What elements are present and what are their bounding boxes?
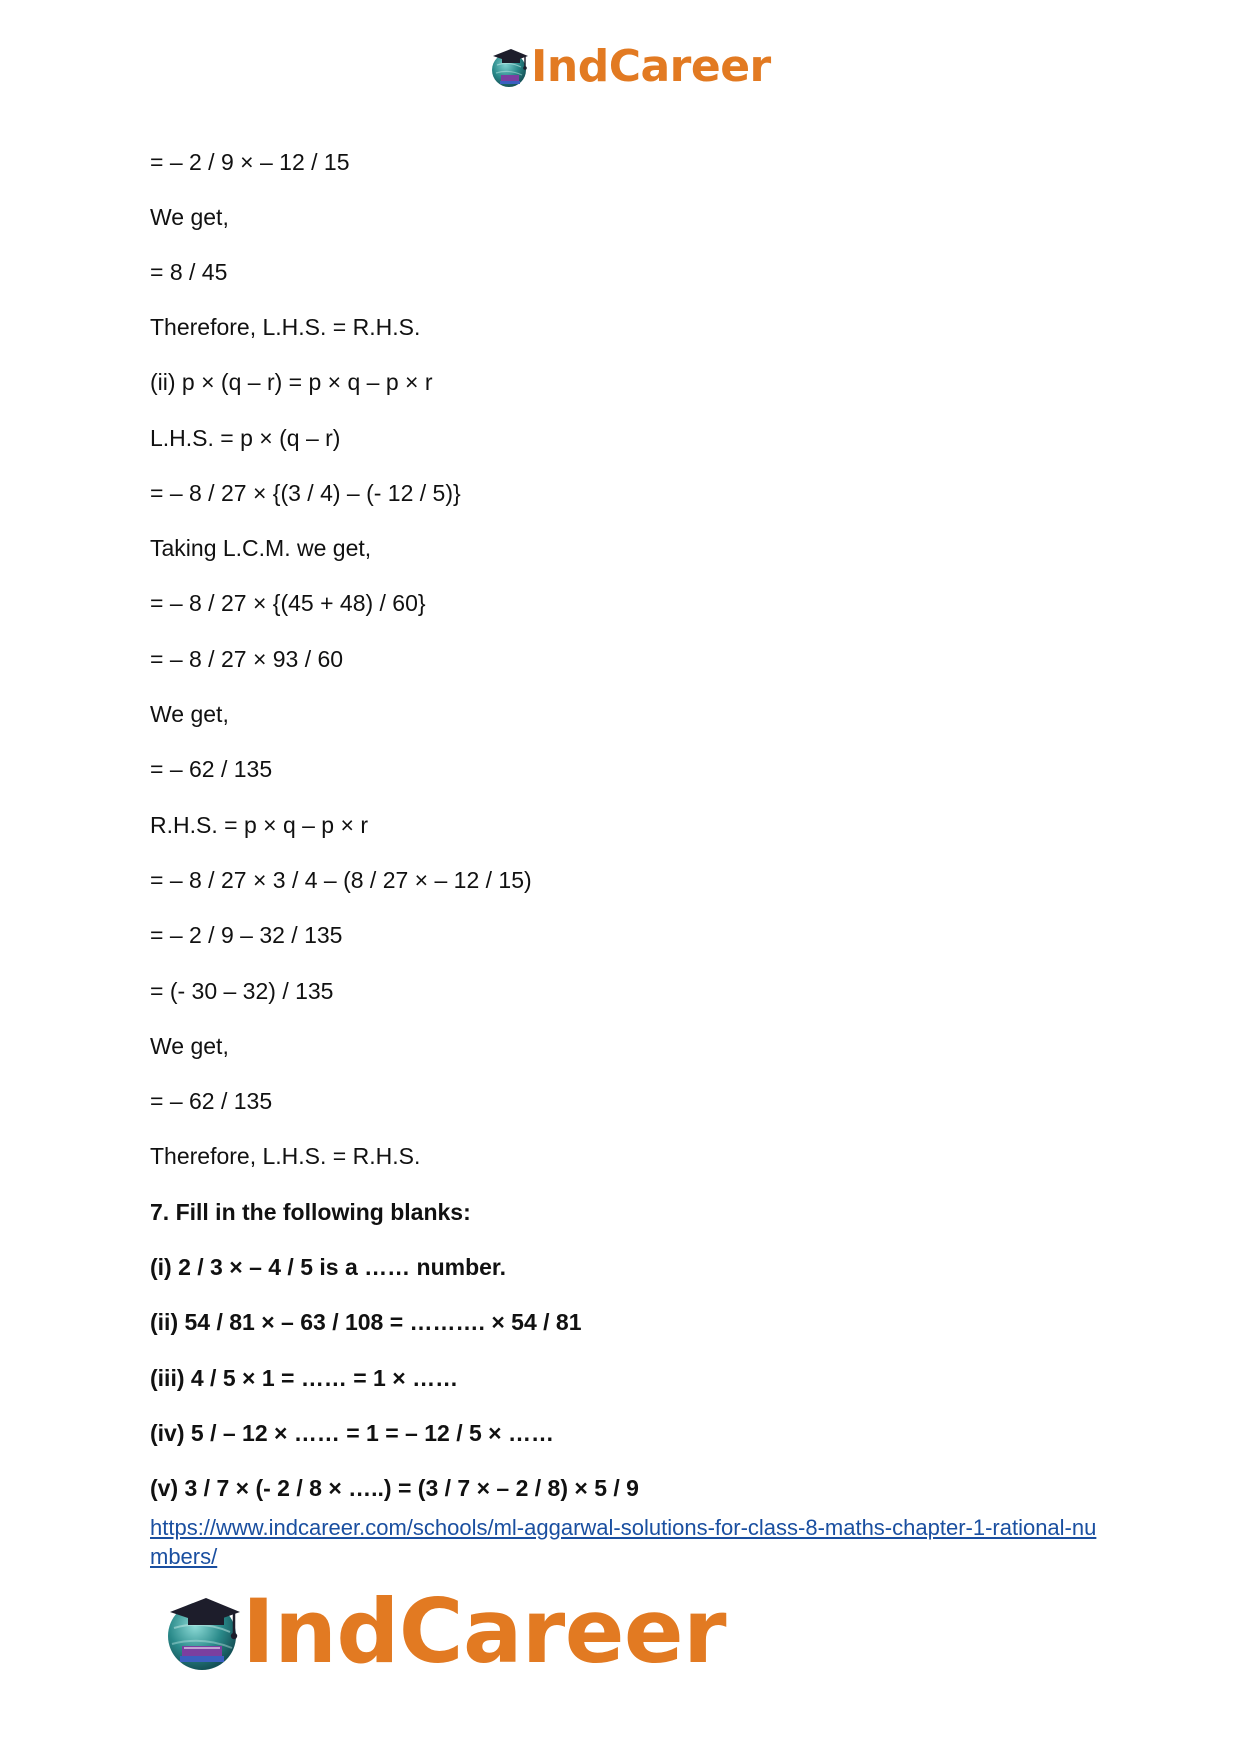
solution-line: Taking L.C.M. we get,: [150, 535, 372, 561]
header-logo: [487, 40, 771, 94]
solution-line: = – 2 / 9 × – 12 / 15: [150, 149, 350, 175]
graduation-cap-globe-icon: [487, 45, 531, 89]
question-item: (ii) 54 / 81 × – 63 / 108 = ………. × 54 / 81: [150, 1309, 582, 1335]
question-item: (i) 2 / 3 × – 4 / 5 is a …… number.: [150, 1254, 506, 1280]
question-item: (iii) 4 / 5 × 1 = …… = 1 × ……: [150, 1365, 459, 1391]
solution-line: = – 8 / 27 × 93 / 60: [150, 646, 344, 672]
logo-wordmark: IndCareer: [531, 41, 771, 92]
solution-line: = – 8 / 27 × {(45 + 48) / 60}: [150, 590, 426, 616]
solution-line: = – 8 / 27 × 3 / 4 – (8 / 27 × – 12 / 15): [150, 867, 532, 893]
question-item: (v) 3 / 7 × (- 2 / 8 × …..) = (3 / 7 × – 2 / 8) × 5 / 9: [150, 1475, 639, 1501]
question-title: 7. Fill in the following blanks:: [150, 1199, 471, 1225]
solution-line: = 8 / 45: [150, 259, 228, 285]
solution-line: We get,: [150, 204, 229, 230]
solution-line: L.H.S. = p × (q – r): [150, 425, 341, 451]
solution-line: We get,: [150, 701, 229, 727]
solution-line: (ii) p × (q – r) = p × q – p × r: [150, 369, 433, 395]
solution-line: Therefore, L.H.S. = R.H.S.: [150, 314, 421, 340]
source-link[interactable]: https://www.indcareer.com/schools/ml-aggarwal-solutions-for-class-8-maths-chapter-1-rational-numbers/: [150, 1515, 1097, 1569]
footer-logo: [160, 1582, 726, 1682]
solution-line: = (- 30 – 32) / 135: [150, 978, 334, 1004]
solution-line: = – 2 / 9 – 32 / 135: [150, 922, 343, 948]
solution-line: We get,: [150, 1033, 229, 1059]
solution-line: = – 62 / 135: [150, 756, 273, 782]
question-item: (iv) 5 / – 12 × …… = 1 = – 12 / 5 × ……: [150, 1420, 554, 1446]
solution-line: = – 8 / 27 × {(3 / 4) – (- 12 / 5)}: [150, 480, 461, 506]
solution-line: = – 62 / 135: [150, 1088, 273, 1114]
logo-wordmark: IndCareer: [242, 1580, 727, 1683]
solution-line: Therefore, L.H.S. = R.H.S.: [150, 1143, 421, 1169]
solution-line: R.H.S. = p × q – p × r: [150, 812, 368, 838]
graduation-cap-globe-books-icon: [160, 1590, 244, 1674]
